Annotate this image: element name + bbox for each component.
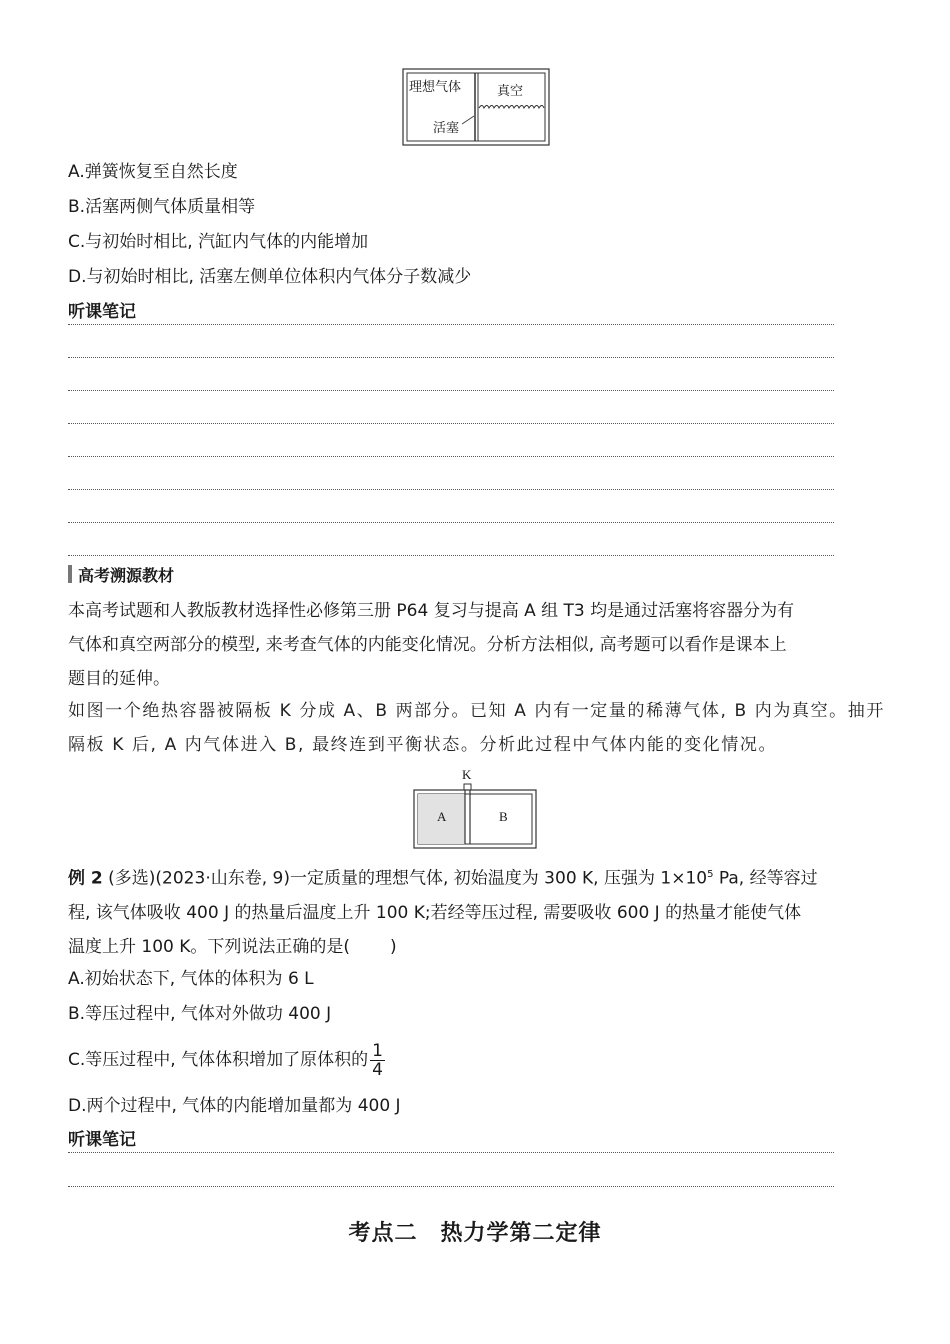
q1-option-a: A.弹簧恢复至自然长度 [68,162,238,182]
example2-line3 [68,930,898,964]
example2-exponent: 5 [707,869,714,880]
example2-option-d: D.两个过程中, 气体的内能增加量都为 400 J [68,1096,401,1116]
section-bar [68,565,72,583]
example2-stem [68,858,898,964]
fig2-k-label: K [462,767,472,782]
fraction-denominator: 4 [372,1059,383,1080]
fig1-gas-label: 理想气体 [409,80,462,95]
textbook-problem [68,694,888,762]
source-paragraph [68,594,868,696]
para-line: 题目的延伸。 [68,669,170,689]
example2-label: 例 2 [68,868,103,889]
example2-option-b: B.等压过程中, 气体对外做功 400 J [68,1004,332,1024]
example2-option-c-text: C.等压过程中, 气体体积增加了原体积的 [68,1050,369,1070]
example2-line1-pre: (多选)(2023·山东卷, 9)一定质量的理想气体, 初始温度为 300 K, 压强为 1×10 [108,868,708,889]
note-rule [68,522,834,523]
fig1-piston-label: 活塞 [433,121,460,136]
note-rule [68,324,834,325]
textbook-line: 如图一个绝热容器被隔板 K 分成 A、B 两部分。已知 A 内有一定量的稀薄气体, B 内为真空。抽开 [68,701,885,721]
example2-line1-post: Pa, 经等容过 [713,868,818,889]
note-rule [68,489,834,490]
q1-option-d: D.与初始时相比, 活塞左侧单位体积内气体分子数减少 [68,267,472,287]
note-rule [68,555,834,556]
source-section-title: 高考溯源教材 [78,565,175,585]
fraction-one-quarter [370,1042,385,1079]
para-line: 气体和真空两部分的模型, 来考查气体的内能变化情况。分析方法相似, 高考题可以看作是课本上 [68,635,787,655]
q1-option-b: B.活塞两侧气体质量相等 [68,197,256,217]
para-line: 本高考试题和人教版教材选择性必修第三册 P64 复习与提高 A 组 T3 均是通过活塞将容器分为有 [68,601,795,621]
notes-title-2: 听课笔记 [68,1130,136,1150]
source-section-tag [68,563,174,585]
notes-title-1: 听课笔记 [68,302,136,322]
example2-line1 [68,858,898,896]
note-rule [68,423,834,424]
note-rule [68,1152,834,1153]
example2-option-a: A.初始状态下, 气体的体积为 6 L [68,969,314,989]
fig2-b-label: B [499,809,508,824]
note-rule [68,390,834,391]
example2-line3-post: ) [390,936,397,957]
q1-option-c: C.与初始时相比, 汽缸内气体的内能增加 [68,232,369,252]
note-rule [68,357,834,358]
note-rule [68,1186,834,1187]
fig2-a-label: A [437,809,447,824]
container-partition-figure [412,768,538,850]
example2-line2: 程, 该气体吸收 400 J 的热量后温度上升 100 K;若经等压过程, 需要吸收 600 J 的热量才能使气体 [68,902,802,923]
textbook-line: 隔板 K 后, A 内气体进入 B, 最终连到平衡状态。分析此过程中气体内能的变化情况。 [68,735,778,755]
example2-line3-pre: 温度上升 100 K。下列说法正确的是( [68,936,351,957]
fraction-numerator: 1 [372,1040,383,1061]
note-rule [68,456,834,457]
section2-heading: 考点二 热力学第二定律 [348,1221,602,1246]
fig1-vacuum-label: 真空 [497,84,524,99]
example2-option-c [68,1038,385,1082]
